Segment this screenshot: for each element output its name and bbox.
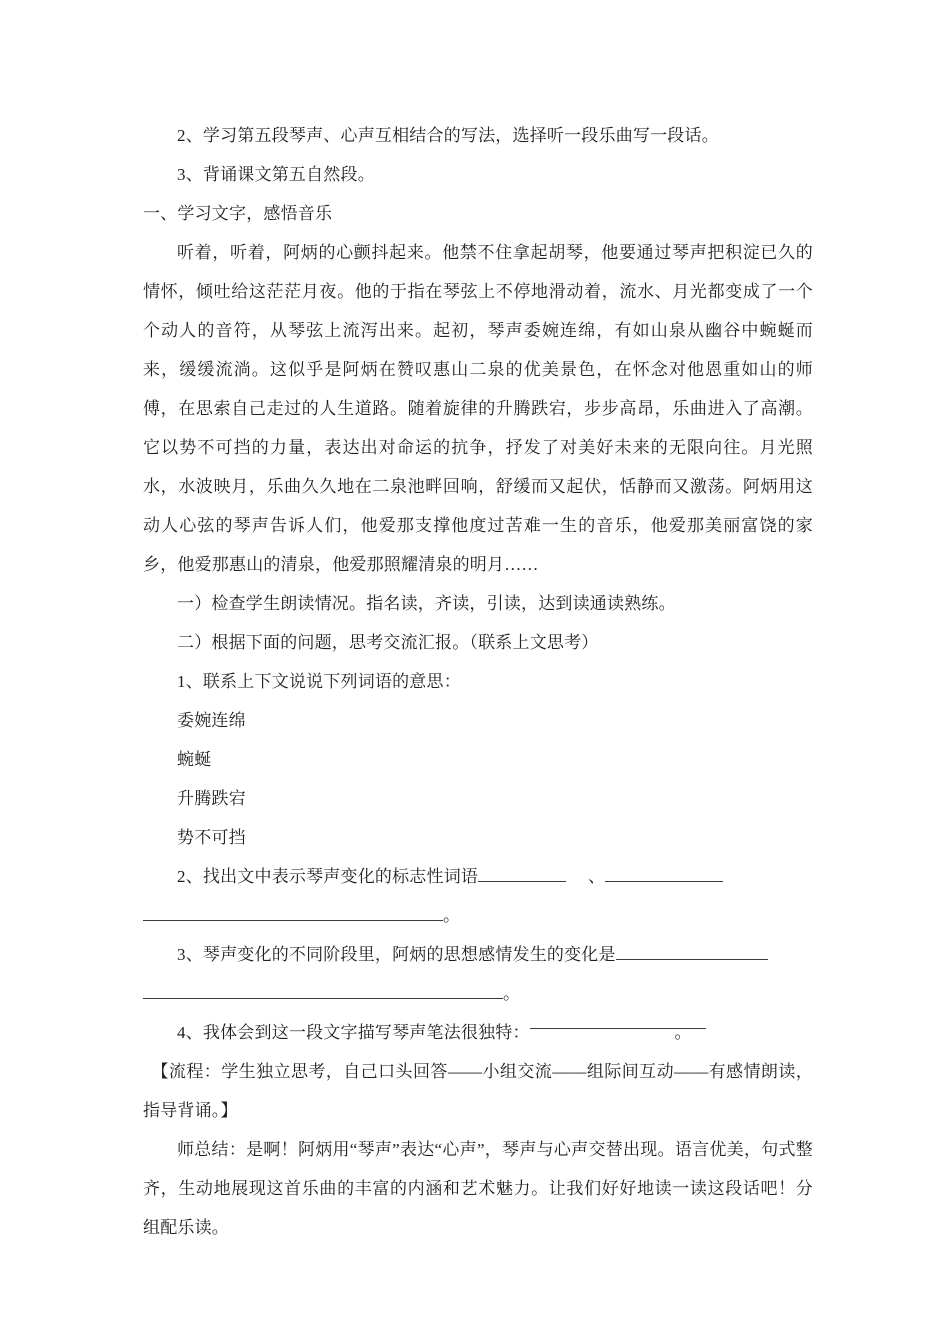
fill-in-blank: [143, 983, 503, 999]
question-1-label: 1、联系上下文说说下列词语的意思：: [177, 672, 461, 691]
question-4: [143, 1013, 813, 1052]
reading-passage: 听着，听着，阿炳的心颤抖起来。他禁不住拿起胡琴，他要通过琴声把积淀已久的情怀，倾吐给这茫茫月夜。他的于指在琴弦上不停地滑动着，流水、月光都变成了一个个动人的音符，从琴弦上流泻出来。起初，琴声委婉连绵，有如山泉从幽谷中蜿蜒而来，缓缓流淌。这似乎是阿炳在赞叹惠山二泉的优美景色，在怀念对他恩重如山的师傅，在思索自己走过的人生道路。随着旋律的升腾跌宕，步步高昂，乐曲进入了高潮。它以势不可挡的力量，表达出对命运的抗争，抒发了对美好未来的无限向往。月光照水，水波映月，乐曲久久地在二泉池畔回响，舒缓而又起伏，恬静而又激荡。阿炳用这动人心弦的琴声告诉人们，他爱那支撑他度过苦难一生的音乐，他爱那美丽富饶的家乡，他爱那惠山的清泉，他爱那照耀清泉的明月……: [143, 243, 813, 574]
vocab-word-3: 升腾跌宕: [177, 789, 246, 808]
question-2-separator: 、: [588, 867, 606, 886]
fill-in-blank: [143, 905, 443, 921]
question-4-period: 。: [674, 1023, 692, 1042]
fill-in-blank: [478, 866, 566, 882]
process-note: 【流程：学生独立思考，自己口头回答——小组交流——组际间互动——有感情朗读，指导背诵。】: [143, 1062, 813, 1120]
question-4-text: 4、我体会到这一段文字描写琴声笔法很独特：: [177, 1023, 530, 1042]
fill-in-blank: [530, 1013, 706, 1042]
teacher-summary: 师总结：是啊！阿炳用“琴声”表达“心声”，琴声与心声交替出现。语言优美，句式整齐，生动地展现这首乐曲的丰富的内涵和艺术魅力。让我们好好地读一读这段话吧！分组配乐读。: [143, 1140, 813, 1237]
question-2-text: 2、找出文中表示琴声变化的标志性词语: [177, 867, 479, 886]
vocab-word-2: 蜿蜒: [177, 750, 212, 769]
vocab-word-4: 势不可挡: [177, 828, 246, 847]
objective-item-2: 2、学习第五段琴声、心声互相结合的写法，选择听一段乐曲写一段话。: [177, 126, 719, 145]
question-3-text: 3、琴声变化的不同阶段里，阿炳的思想感情发生的变化是: [177, 945, 616, 964]
step-check-reading: 一）检查学生朗读情况。指名读，齐读，引读，达到读通读熟练。: [177, 594, 676, 613]
fill-in-blank: [616, 944, 768, 960]
question-2-period: 。: [443, 906, 461, 925]
vocab-word-1: 委婉连绵: [177, 711, 246, 730]
objective-item-3: 3、背诵课文第五自然段。: [177, 165, 375, 184]
fill-in-blank: [605, 866, 723, 882]
question-3: [143, 935, 813, 1013]
step-discussion: 二）根据下面的问题，思考交流汇报。（联系上文思考）: [177, 633, 599, 652]
question-2: [143, 857, 813, 935]
question-3-period: 。: [503, 984, 521, 1003]
section-heading: 一、学习文字，感悟音乐: [143, 204, 333, 223]
